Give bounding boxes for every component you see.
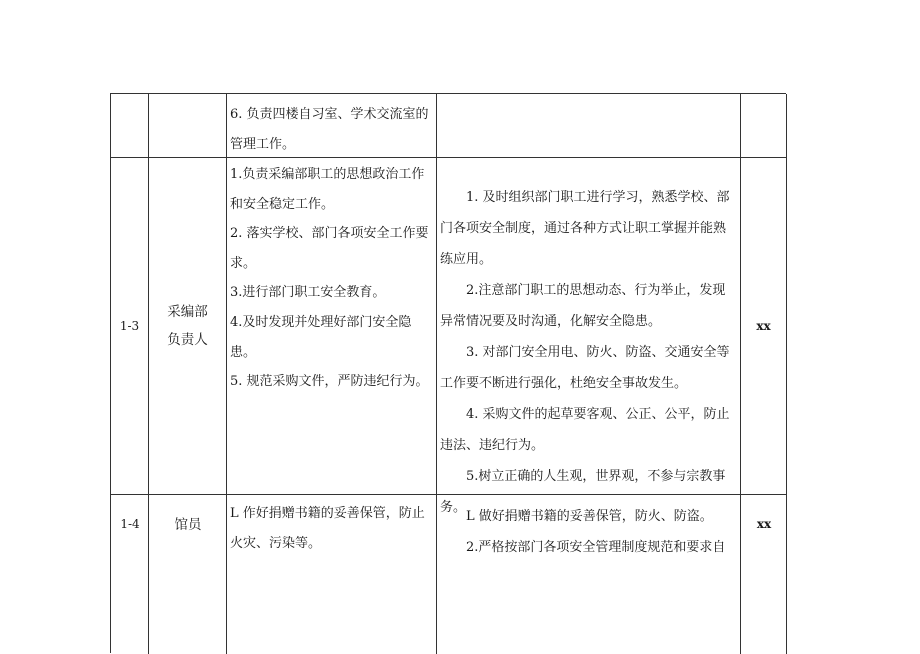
- measures-cell: [437, 495, 741, 654]
- measure-item: 1. 及时组织部门职工进行学习，熟悉学校、部门各项安全制度，通过各种方式让职工掌握并能熟练应用。: [440, 190, 730, 267]
- table-row: [111, 495, 787, 654]
- table-row: [111, 158, 787, 515]
- row-number-cell: [111, 158, 149, 495]
- signer-name: xx: [756, 517, 772, 531]
- duty-item: 1.负责采编部职工的思想政治工作和安全稳定工作。: [230, 167, 425, 212]
- signer-cell: [741, 158, 787, 495]
- role-cell: [149, 158, 227, 495]
- duty-item: 6. 负责四楼自习室、学术交流室的管理工作。: [230, 107, 429, 152]
- row-number-cell: [111, 94, 149, 158]
- measures-cell: [437, 158, 741, 515]
- measure-item: 3. 对部门安全用电、防火、防盗、交通安全等工作要不断进行强化，杜绝安全事故发生。: [440, 345, 730, 391]
- role-name-line: 采编部: [167, 304, 208, 320]
- duties-cell: [227, 495, 437, 654]
- duties-cell: [227, 94, 437, 158]
- measure-item: 4. 采购文件的起草要客观、公正、公平，防止违法、违纪行为。: [440, 407, 730, 453]
- measures-cell: [437, 94, 741, 158]
- duty-item: 3.进行部门职工安全教育。: [230, 285, 386, 300]
- role-name: 馆员: [174, 517, 202, 533]
- measure-item: 5.树立正确的人生观，世界观，不参与宗教事务。: [440, 469, 726, 515]
- duty-item: 2. 落实学校、部门各项安全工作要求。: [230, 226, 429, 271]
- role-cell: [149, 495, 227, 654]
- signer-cell: [741, 495, 787, 654]
- measure-item: 2.注意部门职工的思想动态、行为举止，发现异常情况要及时沟通，化解安全隐患。: [440, 283, 726, 329]
- role-cell: [149, 94, 227, 158]
- table-row: [111, 94, 787, 158]
- role-name-line: 负责人: [167, 332, 208, 348]
- duty-item: 5. 规范采购文件，严防违纪行为。: [230, 374, 429, 389]
- row-number: 1-4: [120, 517, 140, 531]
- row-number-cell: [111, 495, 149, 654]
- responsibility-table: [110, 93, 786, 653]
- signer-name: xx: [756, 319, 771, 333]
- row-number: 1-3: [119, 319, 140, 333]
- duties-cell: [227, 158, 437, 495]
- duty-item: 4.及时发现并处理好部门安全隐患。: [230, 315, 412, 360]
- measure-item: L 做好捐赠书籍的妥善保管，防火、防盗。: [466, 509, 713, 524]
- role-name: [167, 298, 208, 354]
- duty-item: L 作好捐赠书籍的妥善保管，防止火灾、污染等。: [230, 506, 425, 551]
- measure-item: 2.严格按部门各项安全管理制度规范和要求自: [466, 540, 726, 555]
- signer-cell: [741, 94, 787, 158]
